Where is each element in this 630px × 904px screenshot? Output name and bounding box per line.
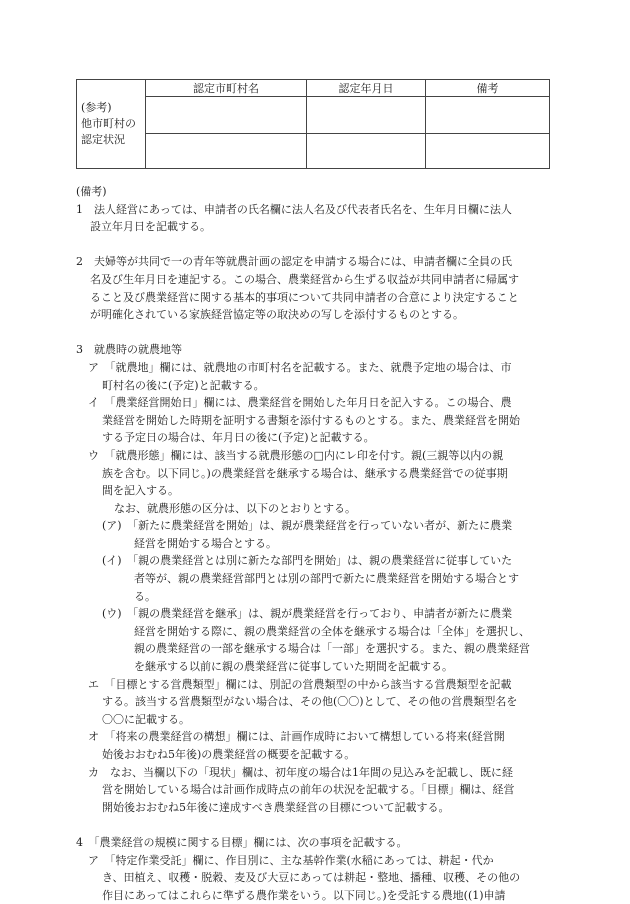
note-3-e-line: 〇〇に記載する。 bbox=[102, 712, 190, 726]
table-cell[interactable] bbox=[146, 97, 307, 134]
note-4-a-line: ア 「特定作業受託」欄に、作目別に、主な基幹作業(水稲にあっては、耕起・代か bbox=[88, 853, 494, 867]
note-4-title: 4 「農業経営の規模に関する目標」欄には、次の事項を記載する。 bbox=[76, 835, 408, 849]
note-3-pa-line: (ア) 「新たに農業経営を開始」は、親が農業経営を行っていない者が、新たに農業 bbox=[102, 519, 513, 533]
note-3-pi-line: る。 bbox=[134, 589, 156, 603]
note-2-line: 2 夫婦等が共同で一の青年等就農計画の認定を申請する場合には、申請者欄に全員の氏 bbox=[76, 255, 512, 269]
note-3-u-line: 間を記入する。 bbox=[102, 484, 179, 498]
note-3-ka-line: 営を開始している場合は計画作成時点の前年の状況を記載する。「目標」欄は、経営 bbox=[102, 783, 515, 797]
note-3-u-note: なお、就農形態の区分は、以下のとおりとする。 bbox=[114, 501, 356, 515]
note-3-pu-line: を継承する以前に親の農業経営に従事していた期間を記載する。 bbox=[134, 660, 453, 674]
table-side-label bbox=[77, 80, 146, 169]
notes-section bbox=[76, 183, 552, 904]
side-label-line: (参考) bbox=[81, 101, 112, 114]
note-1-line: 1 法人経営にあっては、申請者の氏名欄に法人名及び代表者氏名を、生年月日欄に法人 bbox=[76, 202, 512, 216]
note-3-ka-line: 開始後おおむね5年後に達成すべき農業経営の目標について記載する。 bbox=[102, 800, 450, 814]
table-cell[interactable] bbox=[307, 134, 426, 169]
note-3-i-line: イ 「農業経営開始日」欄には、農業経営を開始した年月日を記入する。この場合、農 bbox=[88, 396, 512, 410]
note-3-pu-line: 親の農業経営の一部を継承する場合は「一部」を選択する。また、親の農業経営 bbox=[134, 642, 530, 656]
side-label-line: 他市町村の bbox=[81, 117, 136, 130]
note-4-a-line: き、田植え、収穫・脱穀、麦及び大豆にあっては耕起・整地、播種、収穫、その他の bbox=[102, 871, 521, 885]
notes-title: (備考) bbox=[76, 185, 107, 198]
note-3-ka-line: カ なお、当欄以下の「現状」欄は、初年度の場合は1年間の見込みを記載し、既に経 bbox=[88, 765, 513, 779]
note-2-line: ること及び農業経営に関する基本的事項について共同申請者の合意により決定すること bbox=[90, 290, 519, 304]
header-certification-date: 認定年月日 bbox=[307, 80, 426, 97]
note-4-a-line: 作目にあってはこれらに準ずる農作業をいう。以下同じ。)を受託する農地((1)申請 bbox=[102, 888, 506, 902]
table-cell[interactable] bbox=[146, 134, 307, 169]
note-3-pu-line: 経営を開始する際に、親の農業経営の全体を継承する場合は「全体」を選択し、 bbox=[134, 624, 530, 638]
note-2-line: 名及び生年月日を連記する。この場合、農業経営から生ずる収益が共同申請者に帰属す bbox=[90, 272, 519, 286]
note-3-pa-line: 経営を開始する場合とする。 bbox=[134, 536, 277, 550]
table-cell[interactable] bbox=[307, 97, 426, 134]
note-3-pi-line: (イ) 「親の農業経営とは別に新たな部門を開始」は、親の農業経営に従事していた bbox=[102, 554, 513, 568]
note-3-i-line: 業経営を開始した時期を証明する書類を添付するものとする。また、農業経営を開始 bbox=[102, 413, 520, 427]
note-3-e-line: する。該当する営農類型がない場合は、その他(〇〇)として、その他の営農類型名を bbox=[102, 695, 518, 709]
note-3-o-line: オ 「将来の農業経営の構想」欄には、計画作成時において構想している将来(経営開 bbox=[88, 730, 505, 744]
note-3-a-line: ア 「就農地」欄には、就農地の市町村名を記載する。また、就農予定地の場合は、市 bbox=[88, 360, 512, 374]
note-3-u-line: 族を含む。以下同じ。)の農業経営を継承する場合は、継承する農業経営での従事期 bbox=[102, 466, 508, 480]
table-cell[interactable] bbox=[426, 97, 550, 134]
side-label-line: 認定状況 bbox=[81, 133, 125, 146]
note-1-line: 設立年月日を記載する。 bbox=[90, 220, 211, 234]
table-cell[interactable] bbox=[426, 134, 550, 169]
header-remarks: 備考 bbox=[426, 80, 550, 97]
header-municipality-name: 認定市町村名 bbox=[146, 80, 307, 97]
other-municipality-certification-table bbox=[76, 79, 550, 169]
note-2-line: が明確化されている家族経営協定等の取決めの写しを添付するものとする。 bbox=[90, 308, 464, 322]
note-3-o-line: 始後おおむね5年後)の農業経営の概要を記載する。 bbox=[102, 748, 356, 761]
note-3-e-line: エ 「目標とする営農類型」欄には、別記の営農類型の中から該当する営農類型を記載 bbox=[88, 677, 512, 691]
note-3-i-line: する予定日の場合は、年月日の後に(予定)と記載する。 bbox=[102, 431, 375, 445]
note-3-u-line: ウ 「就農形態」欄には、該当する就農形態の□内にレ印を付す。親(三親等以内の親 bbox=[88, 448, 504, 462]
note-3-pu-line: (ウ) 「親の農業経営を継承」は、親が農業経営を行っており、申請者が新たに農業 bbox=[102, 607, 513, 621]
note-3-pi-line: 者等が、親の農業経営部門とは別の部門で新たに農業経営を開始する場合とす bbox=[134, 572, 519, 586]
note-3-title: 3 就農時の就農地等 bbox=[76, 343, 182, 357]
note-3-a-line: 町村名の後に(予定)と記載する。 bbox=[102, 378, 265, 392]
